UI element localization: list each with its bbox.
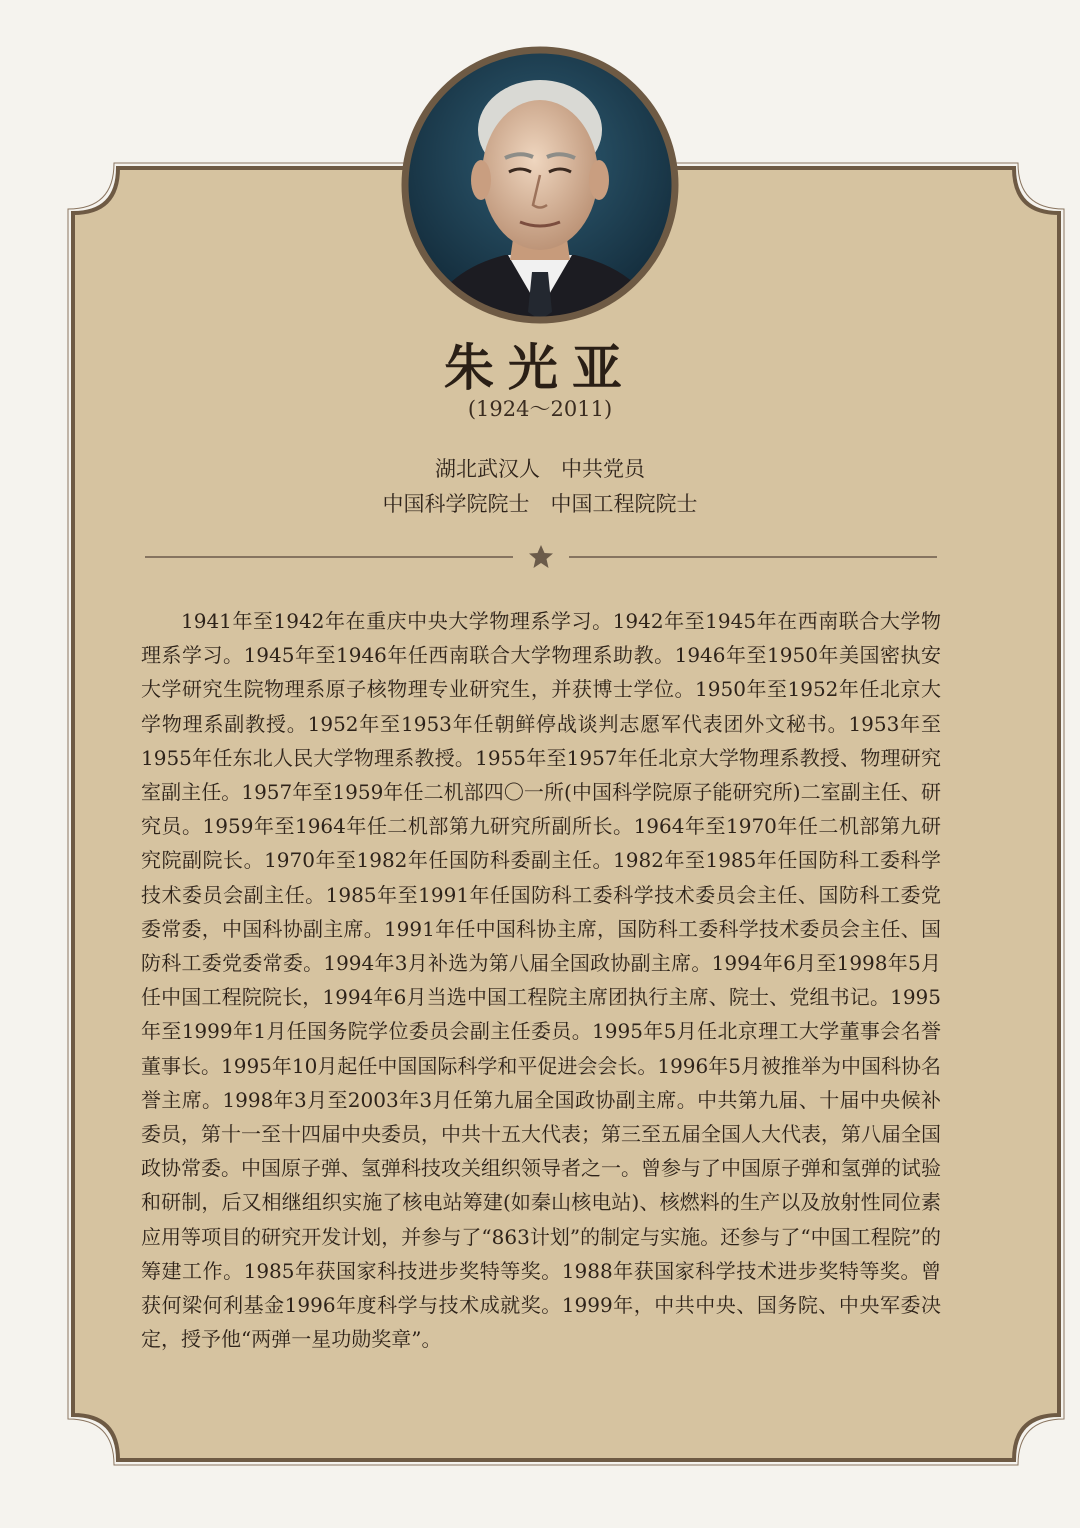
- person-name: 朱光亚: [444, 339, 636, 397]
- origin-line: 湖北武汉人 中共党员: [435, 457, 645, 481]
- portrait-ring: [400, 45, 680, 325]
- section-divider: [145, 544, 937, 570]
- life-years: (1924～2011): [467, 397, 613, 421]
- star-icon: [529, 545, 553, 568]
- titles-line: 中国科学院院士 中国工程院院士: [382, 492, 698, 516]
- biography-text: 1941年至1942年在重庆中央大学物理系学习。1942年至1945年在西南联合大学物理系学习。1945年至1946年任西南联合大学物理系助教。1946年至1950年美国密执安大学研究生院物理系原子核物理专业研究生，并获博士学位。1950年至1952年任北京大学物理系副教授。1952年至1953年任朝鲜停战谈判志愿军代表团外文秘书。1953年至1955年任东北人民大学物理系教授。1955年至1957年任北京大学物理系教授、物理研究室副主任。1957年至1959年任二机部四〇一所(中国科学院原子能研究所)二室副主任、研究员。1959年至1964年任二机部第九研究所副所长。1964年至1970年任二机部第九研究院副院长。1970年至1982年任国防科委副主任。1982年至1985年任国防科工委科学技术委员会副主任。1985年至1991年任国防科工委科学技术委员会主任、国防科工委党委常委，中国科协副主席。1991年任中国科协主席，国防科工委科学技术委员会主任、国防科工委党委常委。1994年3月补选为第八届全国政协副主席。1994年6月至1998年5月任中国工程院院长，1994年6月当选中国工程院主席团执行主席、院士、党组书记。1995年至1999年1月任国务院学位委员会副主任委员。1995年5月任北京理工大学董事会名誉董事长。1995年10月起任中国国际科学和平促进会会长。1996年5月被推举为中国科协名誉主席。1998年3月至2003年3月任第九届全国政协副主席。中共第九届、十届中央候补委员，第十一至十四届中央委员，中共十五大代表；第三至五届全国人大代表，第八届全国政协常委。中国原子弹、氢弹科技攻关组织领导者之一。曾参与了中国原子弹和氢弹的试验和研制，后又相继组织实施了核电站筹建(如秦山核电站)、核燃料的生产以及放射性同位素应用等项目的研究开发计划，并参与了“863计划”的制定与实施。还参与了“中国工程院”的筹建工作。1985年获国家科技进步奖特等奖。1988年获国家科学技术进步奖特等奖。曾获何梁何利基金1996年度科学与技术成就奖。1999年，中共中央、国务院、中央军委决定，授予他“两弹一星功勋奖章”。: [141, 609, 941, 1352]
